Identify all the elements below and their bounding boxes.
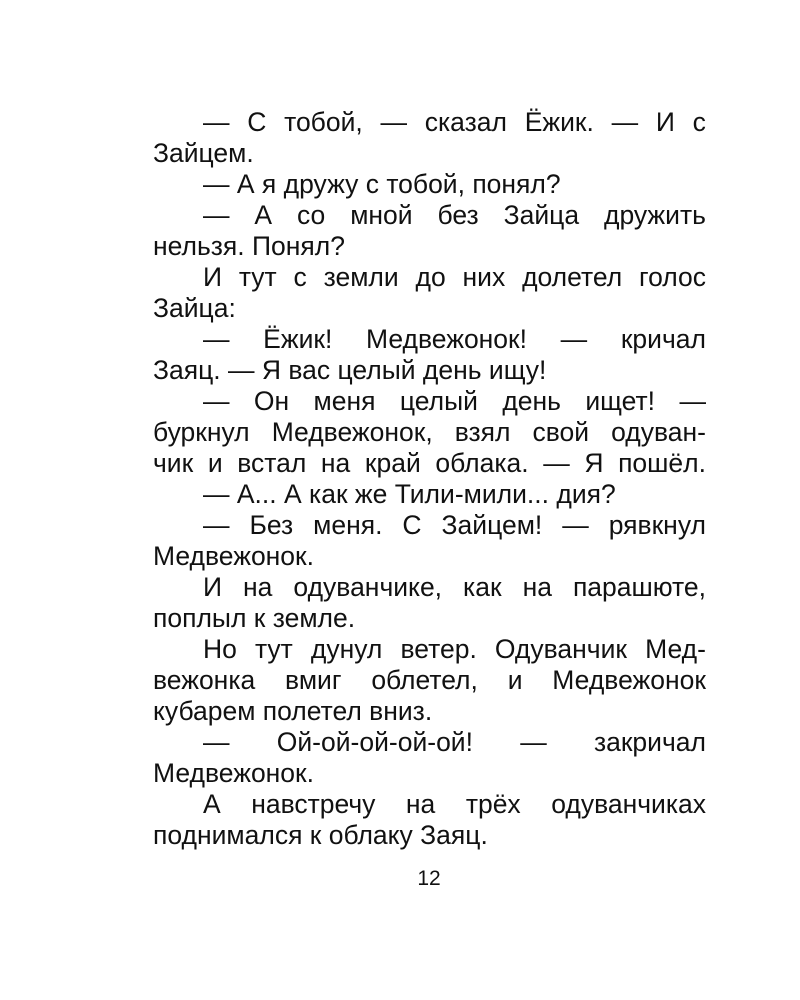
word: тобой, xyxy=(284,107,363,137)
word: кричал xyxy=(620,324,706,354)
word: облетел, xyxy=(371,665,478,695)
word: на xyxy=(522,572,552,602)
word: — xyxy=(380,107,408,137)
word: Ой-ой-ой-ой-ой! xyxy=(276,727,473,757)
word: Я xyxy=(584,448,604,478)
text-line xyxy=(153,262,706,293)
text-line xyxy=(153,665,706,696)
word: голос xyxy=(639,262,706,292)
word: А xyxy=(254,200,273,230)
word: чик xyxy=(153,448,194,478)
word: и xyxy=(507,665,523,695)
word: — xyxy=(611,107,639,137)
word: Ёжик! xyxy=(263,324,333,354)
word: тут xyxy=(254,634,293,664)
word: — xyxy=(203,324,230,354)
text-line: — А... А как же Тили-мили... дия? xyxy=(203,479,616,509)
word: Он xyxy=(253,386,290,416)
word: И xyxy=(203,572,223,602)
word: вмиг xyxy=(285,665,342,695)
word: одуванчике, xyxy=(293,572,443,602)
word: И xyxy=(655,107,675,137)
text-line xyxy=(153,510,706,541)
word: на xyxy=(320,448,351,478)
word: одуванчиках xyxy=(551,789,706,819)
word: край xyxy=(364,448,421,478)
word: со xyxy=(297,200,326,230)
page-text xyxy=(153,107,706,851)
text-line xyxy=(153,324,706,355)
word: мной xyxy=(350,200,413,230)
word: тут xyxy=(238,262,277,292)
text-line: Медвежонок. xyxy=(153,541,315,571)
word: без xyxy=(437,200,479,230)
word: Но xyxy=(203,634,237,664)
word: А xyxy=(203,789,221,819)
text-line xyxy=(153,386,706,417)
word: меня. xyxy=(313,510,383,540)
text-line: поднимался к облаку Заяц. xyxy=(153,820,488,850)
text-line: нельзя. Понял? xyxy=(153,231,345,261)
word: земли xyxy=(323,262,399,292)
word: как xyxy=(463,572,502,602)
word: пошёл. xyxy=(618,448,706,478)
word: свой xyxy=(532,417,590,447)
word: встал xyxy=(237,448,307,478)
text-line: Медвежонок. xyxy=(153,758,315,788)
text-line: Заяц. — Я вас целый день ищу! xyxy=(153,355,547,385)
text-line xyxy=(153,572,706,603)
word: — xyxy=(560,324,588,354)
word: буркнул xyxy=(153,417,250,447)
text-line xyxy=(153,727,706,758)
word: целый xyxy=(399,386,478,416)
word: сказал xyxy=(424,107,507,137)
word: Без xyxy=(249,510,294,540)
word: на xyxy=(243,572,273,602)
word: — xyxy=(543,448,570,478)
word: Медвежонок xyxy=(552,665,706,695)
word: навстречу xyxy=(251,789,376,819)
word: рявкнул xyxy=(608,510,706,540)
word: — xyxy=(203,107,230,137)
word: Мед- xyxy=(645,634,706,664)
text-line xyxy=(153,417,706,448)
word: до xyxy=(415,262,446,292)
word: — xyxy=(203,727,230,757)
word: и xyxy=(207,448,223,478)
text-line: Зайцем. xyxy=(153,138,254,168)
word: на xyxy=(405,789,436,819)
word: дунул xyxy=(310,634,383,664)
word: — xyxy=(520,727,547,757)
word: — xyxy=(203,386,230,416)
text-line xyxy=(153,789,706,820)
word: парашюте, xyxy=(572,572,706,602)
word: дружить xyxy=(603,200,706,230)
word: И xyxy=(203,262,223,292)
word: день xyxy=(502,386,561,416)
text-line: Зайца: xyxy=(153,293,236,323)
word: Зайцем! xyxy=(441,510,543,540)
text-line xyxy=(153,448,706,479)
word: — xyxy=(203,200,230,230)
word: — xyxy=(203,510,230,540)
text-line: кубарем полетел вниз. xyxy=(153,696,433,726)
word: Зайца xyxy=(503,200,580,230)
word: одуван- xyxy=(611,417,706,447)
text-line xyxy=(153,107,706,138)
word: с xyxy=(293,262,307,292)
word: ищет! xyxy=(585,386,656,416)
page-number: 12 xyxy=(417,867,441,890)
word: облака. xyxy=(435,448,529,478)
word: С xyxy=(402,510,422,540)
word: С xyxy=(247,107,267,137)
word: трёх xyxy=(465,789,521,819)
word: вежонка xyxy=(153,665,256,695)
text-line: поплыл к земле. xyxy=(153,603,356,633)
word: Медвежонок, xyxy=(271,417,433,447)
word: долетел xyxy=(522,262,623,292)
word: закричал xyxy=(593,727,706,757)
word: Медвежонок! xyxy=(366,324,528,354)
text-line xyxy=(153,200,706,231)
word: Одуванчик xyxy=(494,634,628,664)
word: с xyxy=(692,107,706,137)
word: Ёжик. xyxy=(524,107,594,137)
word: — xyxy=(562,510,589,540)
word: меня xyxy=(313,386,376,416)
word: взял xyxy=(454,417,511,447)
text-line xyxy=(153,634,706,665)
text-line: — А я дружу с тобой, понял? xyxy=(203,169,561,199)
word: них xyxy=(462,262,506,292)
word: ветер. xyxy=(400,634,477,664)
word: — xyxy=(679,386,706,416)
